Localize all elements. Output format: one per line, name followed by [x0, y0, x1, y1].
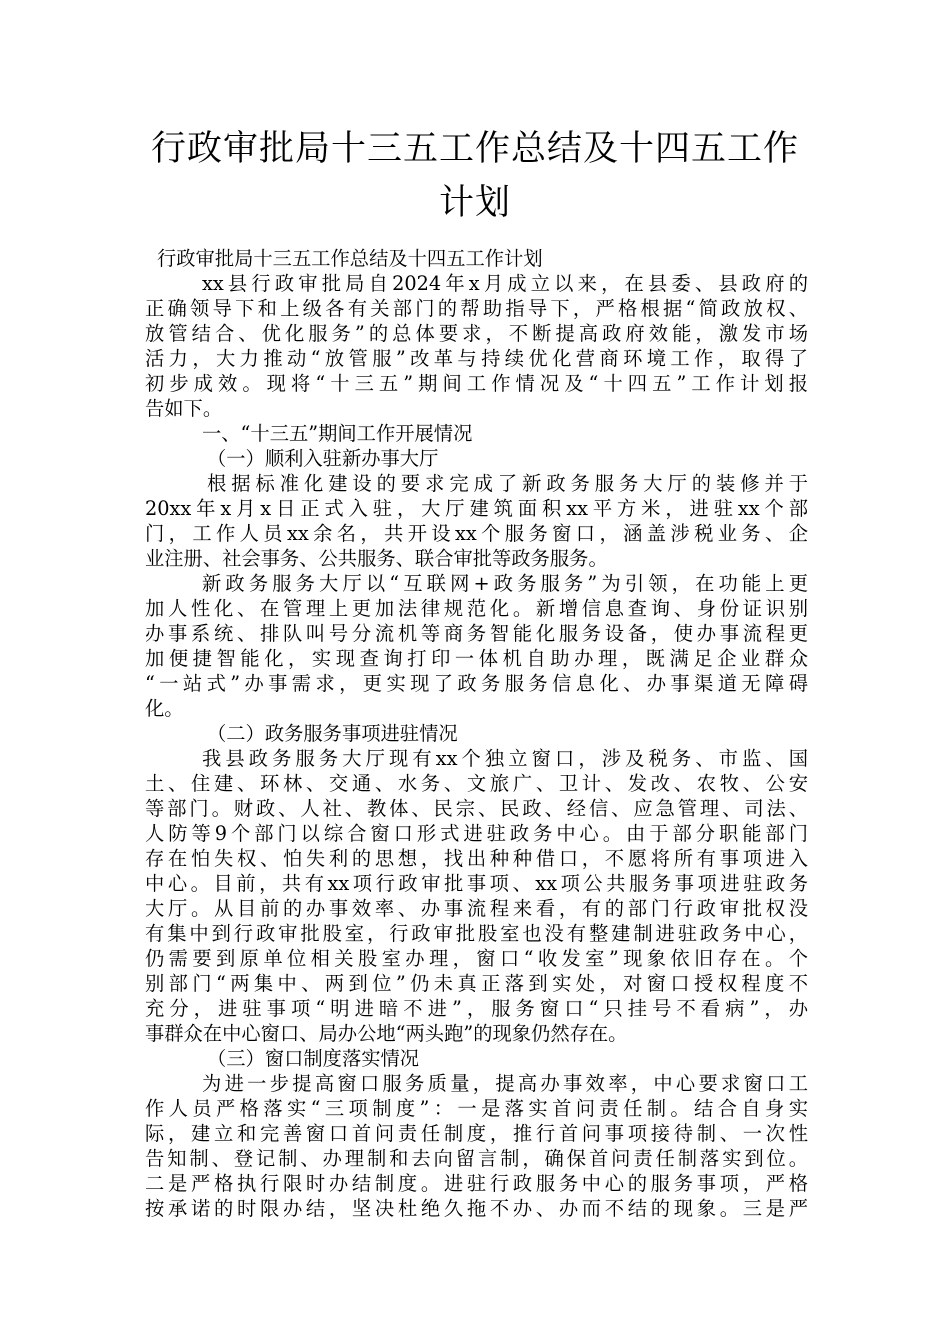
text-line: 仍需要到原单位相关股室办理，窗口“收发室”现象依旧存在。个: [145, 947, 808, 970]
text-line: 办事系统、排队叫号分流机等商务智能化服务设备，使办事流程更: [145, 622, 808, 645]
title-line-2: 计划: [438, 183, 511, 223]
text-line: 行政审批局十三五工作总结及十四五工作计划: [157, 247, 543, 270]
text-line: 正确领导下和上级各有关部门的帮助指导下，严格根据“简政放权、: [145, 297, 808, 320]
text-line: 二是严格执行限时办结制度。进驻行政服务中心的服务事项，严格: [145, 1172, 808, 1195]
text-line: 际，建立和完善窗口首问责任制度，推行首问事项接待制、一次性: [145, 1122, 808, 1145]
text-line: 事群众在中心窗口、局办公地“两头跑”的现象仍然存在。: [145, 1022, 628, 1045]
text-line: 有集中到行政审批股室，行政审批股室也没有整建制进驻政务中心，: [145, 922, 808, 945]
text-line: 按承诺的时限办结，坚决杜绝久拖不办、办而不结的现象。三是严: [145, 1197, 808, 1220]
text-line: 根据标准化建设的要求完成了新政务服务大厅的装修并于: [207, 472, 808, 495]
text-line: 我县政务服务大厅现有xx个独立窗口，涉及税务、市监、国: [202, 747, 808, 770]
text-line: （二）政务服务事项进驻情况: [207, 722, 458, 745]
text-line: 充分，进驻事项“明进暗不进”，服务窗口“只挂号不看病”，办: [145, 997, 808, 1020]
text-line: 加便捷智能化，实现查询打印一体机自助办理，既满足企业群众: [145, 647, 808, 670]
text-line: 放管结合、优化服务”的总体要求，不断提高政府效能，激发市场: [145, 322, 808, 345]
text-line: 业注册、社会事务、公共服务、联合审批等政务服务。: [145, 547, 608, 570]
text-line: 告知制、登记制、办理制和去向留言制，确保首问责任制落实到位。: [145, 1147, 808, 1170]
document-body: [145, 246, 808, 1221]
document-title: [120, 122, 830, 230]
text-line: “一站式”办事需求，更实现了政务服务信息化、办事渠道无障碍: [145, 672, 808, 695]
text-line: 土、住建、环林、交通、水务、文旅广、卫计、发改、农牧、公安: [145, 772, 808, 795]
text-line: 人防等9个部门以综合窗口形式进驻政务中心。由于部分职能部门: [145, 822, 808, 845]
text-line: 别部门“两集中、两到位”仍未真正落到实处，对窗口授权程度不: [145, 972, 808, 995]
text-line: 大厅。从目前的办事效率、办事流程来看，有的部门行政审批权没: [145, 897, 808, 920]
text-line: （一）顺利入驻新办事大厅: [207, 447, 439, 470]
text-line: 20xx年x月x日正式入驻，大厅建筑面积xx平方米，进驻xx个部: [145, 497, 808, 520]
text-line: 加人性化、在管理上更加法律规范化。新增信息查询、身份证识别: [145, 597, 808, 620]
text-line: （三）窗口制度落实情况: [207, 1047, 420, 1070]
text-line: 一、“十三五”期间工作开展情况: [202, 422, 473, 445]
text-line: 新政务服务大厅以“互联网+政务服务”为引领，在功能上更: [202, 572, 808, 595]
text-line: 等部门。财政、人社、教体、民宗、民政、经信、应急管理、司法、: [145, 797, 808, 820]
text-line: 中心。目前，共有xx项行政审批事项、xx项公共服务事项进驻政务: [145, 872, 808, 895]
text-line: 作人员严格落实“三项制度”：一是落实首问责任制。结合自身实: [145, 1097, 808, 1120]
text-line: 门，工作人员xx余名，共开设xx个服务窗口，涵盖涉税业务、企: [145, 522, 808, 545]
text-line: 活力，大力推动“放管服”改革与持续优化营商环境工作，取得了: [145, 347, 808, 370]
text-line: 初步成效。现将“十三五”期间工作情况及“十四五”工作计划报: [145, 372, 808, 395]
text-line: 告如下。: [145, 397, 223, 420]
text-line: xx县行政审批局自2024年x月成立以来，在县委、县政府的: [202, 272, 808, 295]
text-line: 化。: [145, 697, 184, 720]
text-line: 为进一步提高窗口服务质量，提高办事效率，中心要求窗口工: [202, 1072, 808, 1095]
text-line: 存在怕失权、怕失利的思想，找出种种借口，不愿将所有事项进入: [145, 847, 808, 870]
title-line-1: 行政审批局十三五工作总结及十四五工作: [150, 129, 799, 169]
